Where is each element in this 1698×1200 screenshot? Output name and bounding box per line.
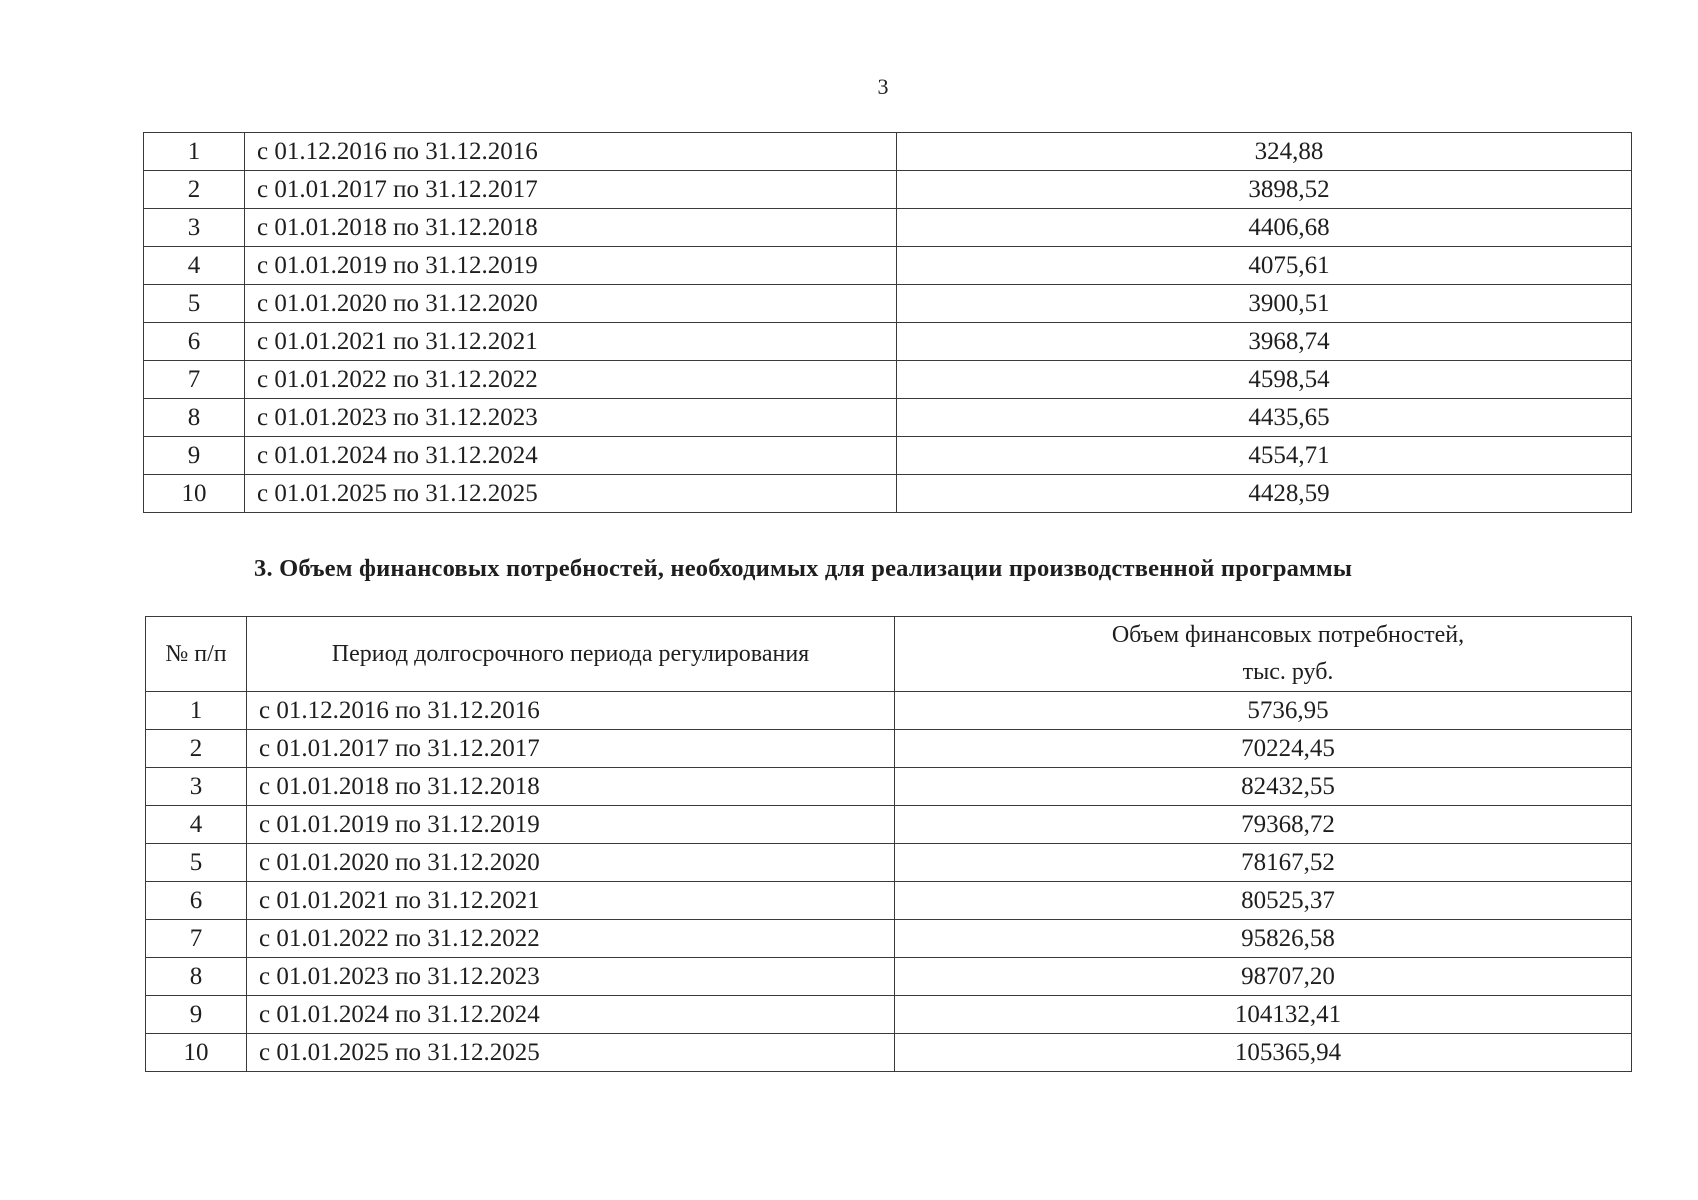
row-number-cell: 8 (144, 399, 245, 437)
value-cell: 78167,52 (895, 844, 1632, 882)
period-cell: с 01.01.2019 по 31.12.2019 (247, 806, 895, 844)
row-number-cell: 3 (144, 209, 245, 247)
period-cell: с 01.01.2020 по 31.12.2020 (245, 285, 897, 323)
table-row (144, 475, 1632, 513)
value-cell: 80525,37 (895, 882, 1632, 920)
table-row (146, 920, 1632, 958)
row-number-cell: 4 (144, 247, 245, 285)
row-number-cell: 1 (144, 133, 245, 171)
period-cell: с 01.12.2016 по 31.12.2016 (247, 692, 895, 730)
period-cell: с 01.12.2016 по 31.12.2016 (245, 133, 897, 171)
table-row (146, 844, 1632, 882)
value-cell: 4554,71 (897, 437, 1632, 475)
table-row (144, 133, 1632, 171)
period-cell: с 01.01.2017 по 31.12.2017 (247, 730, 895, 768)
period-cell: с 01.01.2022 по 31.12.2022 (247, 920, 895, 958)
period-cell: с 01.01.2024 по 31.12.2024 (245, 437, 897, 475)
row-number-cell: 1 (146, 692, 247, 730)
table-row (146, 1034, 1632, 1072)
table-row (146, 996, 1632, 1034)
column-header-value (895, 617, 1632, 692)
period-cell: с 01.01.2018 по 31.12.2018 (247, 768, 895, 806)
table-row (146, 806, 1632, 844)
period-cell: с 01.01.2025 по 31.12.2025 (247, 1034, 895, 1072)
table-row (144, 285, 1632, 323)
value-cell: 95826,58 (895, 920, 1632, 958)
value-cell: 4598,54 (897, 361, 1632, 399)
column-header-period: Период долгосрочного периода регулирования (247, 617, 895, 692)
value-cell: 79368,72 (895, 806, 1632, 844)
table-row (146, 958, 1632, 996)
financial-needs-table (145, 616, 1632, 1072)
column-header-number: № п/п (146, 617, 247, 692)
period-cell: с 01.01.2020 по 31.12.2020 (247, 844, 895, 882)
table-row (144, 399, 1632, 437)
value-cell: 324,88 (897, 133, 1632, 171)
value-cell: 3968,74 (897, 323, 1632, 361)
table-row (144, 247, 1632, 285)
table-row (144, 209, 1632, 247)
row-number-cell: 5 (144, 285, 245, 323)
section-heading: 3. Объем финансовых потребностей, необходимых для реализации производственной программы (254, 555, 1353, 582)
table-row (144, 171, 1632, 209)
table-row (144, 323, 1632, 361)
column-header-value-line2: тыс. руб. (1242, 659, 1334, 686)
period-cell: с 01.01.2019 по 31.12.2019 (245, 247, 897, 285)
period-cell: с 01.01.2022 по 31.12.2022 (245, 361, 897, 399)
value-cell: 70224,45 (895, 730, 1632, 768)
value-cell: 5736,95 (895, 692, 1632, 730)
row-number-cell: 5 (146, 844, 247, 882)
row-number-cell: 2 (144, 171, 245, 209)
value-cell: 82432,55 (895, 768, 1632, 806)
row-number-cell: 7 (144, 361, 245, 399)
value-cell: 4406,68 (897, 209, 1632, 247)
period-cell: с 01.01.2025 по 31.12.2025 (245, 475, 897, 513)
row-number-cell: 4 (146, 806, 247, 844)
row-number-cell: 2 (146, 730, 247, 768)
table-row (146, 730, 1632, 768)
row-number-cell: 9 (146, 996, 247, 1034)
table-one (143, 132, 1632, 513)
row-number-cell: 7 (146, 920, 247, 958)
value-cell: 4075,61 (897, 247, 1632, 285)
row-number-cell: 6 (146, 882, 247, 920)
period-cell: с 01.01.2018 по 31.12.2018 (245, 209, 897, 247)
period-cell: с 01.01.2021 по 31.12.2021 (247, 882, 895, 920)
value-cell: 98707,20 (895, 958, 1632, 996)
page-number: 3 (877, 74, 889, 99)
table-row (144, 361, 1632, 399)
row-number-cell: 3 (146, 768, 247, 806)
value-cell: 3900,51 (897, 285, 1632, 323)
value-cell: 104132,41 (895, 996, 1632, 1034)
row-number-cell: 6 (144, 323, 245, 361)
table-row (144, 437, 1632, 475)
period-cell: с 01.01.2021 по 31.12.2021 (245, 323, 897, 361)
row-number-cell: 10 (144, 475, 245, 513)
period-cell: с 01.01.2023 по 31.12.2023 (245, 399, 897, 437)
row-number-cell: 8 (146, 958, 247, 996)
period-cell: с 01.01.2023 по 31.12.2023 (247, 958, 895, 996)
row-number-cell: 9 (144, 437, 245, 475)
value-cell: 105365,94 (895, 1034, 1632, 1072)
table-header-row (146, 617, 1632, 692)
period-cell: с 01.01.2017 по 31.12.2017 (245, 171, 897, 209)
table-row (146, 882, 1632, 920)
column-header-value-line1: Объем финансовых потребностей, (1111, 622, 1465, 648)
table-row (146, 768, 1632, 806)
period-cell: с 01.01.2024 по 31.12.2024 (247, 996, 895, 1034)
value-cell: 4435,65 (897, 399, 1632, 437)
table-row (146, 692, 1632, 730)
value-cell: 3898,52 (897, 171, 1632, 209)
value-cell: 4428,59 (897, 475, 1632, 513)
row-number-cell: 10 (146, 1034, 247, 1072)
